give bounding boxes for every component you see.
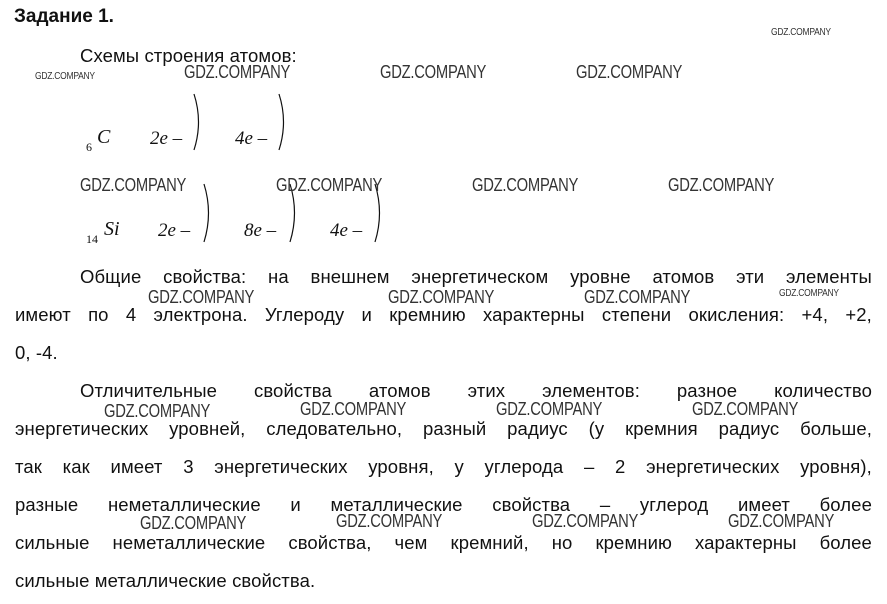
word: чем	[394, 532, 428, 553]
word: уровня,	[368, 456, 434, 477]
carbon-level-1: 2e –	[150, 128, 183, 149]
word: углерода	[484, 456, 564, 477]
word: как	[62, 456, 90, 477]
watermark: GDZ.COMPANY	[779, 288, 839, 299]
word: атомов	[368, 380, 431, 401]
watermark: GDZ.COMPANY	[728, 511, 835, 531]
word: свойства	[253, 380, 332, 401]
word: окисления:	[688, 304, 785, 325]
word: кремния	[625, 418, 698, 439]
p2-line-5	[15, 532, 872, 554]
watermark: GDZ.COMPANY	[532, 511, 639, 531]
word: больше,	[800, 418, 872, 439]
word: энергетических	[646, 456, 780, 477]
word: на	[268, 266, 289, 287]
p1-line-1	[80, 266, 872, 288]
word: элементов:	[542, 380, 640, 401]
word: неметаллические	[112, 532, 266, 553]
word: энергетических	[15, 418, 149, 439]
word: свойства:	[163, 266, 247, 287]
word: кремнию	[595, 532, 672, 553]
word: 4	[125, 304, 137, 325]
word: электрона.	[153, 304, 248, 325]
watermark: GDZ.COMPANY	[496, 399, 603, 419]
watermark: GDZ.COMPANY	[668, 175, 775, 195]
word: +4,	[801, 304, 829, 325]
watermark: GDZ.COMPANY	[584, 287, 691, 307]
word: кремнию	[389, 304, 466, 325]
word: эти	[736, 266, 765, 287]
word: имеет	[737, 494, 790, 515]
word: неметаллические	[107, 494, 261, 515]
p2-line-3	[15, 456, 872, 478]
watermark: GDZ.COMPANY	[80, 175, 187, 195]
word: –	[583, 456, 595, 477]
watermark: GDZ.COMPANY	[35, 71, 95, 82]
word: внешнем	[310, 266, 390, 287]
word: имеют	[15, 304, 71, 325]
word: уровне	[570, 266, 631, 287]
word: (у	[588, 418, 605, 439]
word: металлические	[330, 494, 463, 515]
word: Общие	[80, 266, 142, 287]
watermark: GDZ.COMPANY	[148, 287, 255, 307]
watermark: GDZ.COMPANY	[104, 401, 211, 421]
word: так	[15, 456, 42, 477]
word: уровней,	[169, 418, 246, 439]
word: и	[361, 304, 372, 325]
watermark: GDZ.COMPANY	[576, 62, 683, 82]
word: 3	[183, 456, 194, 477]
p1-line-3: 0, -4.	[15, 342, 58, 363]
word: разные	[15, 494, 79, 515]
word: кремний,	[450, 532, 529, 553]
word: разное	[676, 380, 738, 401]
word: свойства	[492, 494, 571, 515]
carbon-symbol: C	[97, 126, 111, 148]
word: энергетическом	[411, 266, 549, 287]
word: характерны	[483, 304, 585, 325]
silicon-level-3: 4e –	[330, 220, 363, 241]
word: но	[551, 532, 573, 553]
watermark: GDZ.COMPANY	[771, 27, 831, 38]
word: элементы	[786, 266, 872, 287]
watermark: GDZ.COMPANY	[336, 511, 443, 531]
word: Отличительные	[80, 380, 218, 401]
word: энергетических	[214, 456, 348, 477]
watermark: GDZ.COMPANY	[140, 513, 247, 533]
word: уровня),	[800, 456, 872, 477]
word: свойства,	[288, 532, 372, 553]
word: –	[599, 494, 611, 515]
word: имеет	[110, 456, 163, 477]
watermark: GDZ.COMPANY	[692, 399, 799, 419]
watermark: GDZ.COMPANY	[276, 175, 383, 195]
word: более	[819, 532, 872, 553]
word: характерны	[695, 532, 797, 553]
word: следовательно,	[266, 418, 403, 439]
word: степени	[601, 304, 672, 325]
word: сильные	[15, 532, 90, 553]
silicon-symbol: Si	[104, 218, 120, 240]
word: у	[454, 456, 464, 477]
word: и	[290, 494, 301, 515]
word: радиус	[718, 418, 780, 439]
word: радиус	[507, 418, 568, 439]
silicon-shell-arc-1	[202, 182, 214, 244]
watermark: GDZ.COMPANY	[472, 175, 579, 195]
word: Углероду	[264, 304, 345, 325]
watermark: GDZ.COMPANY	[300, 399, 407, 419]
word: атомов	[652, 266, 715, 287]
word: этих	[467, 380, 506, 401]
carbon-level-2: 4e –	[235, 128, 268, 149]
silicon-level-1: 2e –	[158, 220, 191, 241]
carbon-atomic-number: 6	[86, 140, 92, 154]
word: углерод	[639, 494, 709, 515]
carbon-shell-arc-2	[277, 92, 289, 152]
word: 2	[615, 456, 626, 477]
word: по	[88, 304, 109, 325]
word: более	[819, 494, 872, 515]
word: +2,	[845, 304, 872, 325]
carbon-shell-arc-1	[192, 92, 204, 152]
watermark: GDZ.COMPANY	[388, 287, 495, 307]
word: разный	[423, 418, 487, 439]
silicon-level-2: 8e –	[244, 220, 277, 241]
word: количество	[774, 380, 872, 401]
task-title: Задание 1.	[14, 6, 114, 27]
silicon-atomic-number: 14	[86, 232, 98, 246]
schemes-heading: Схемы строения атомов:	[80, 45, 297, 66]
watermark: GDZ.COMPANY	[380, 62, 487, 82]
p2-line-6: сильные металлические свойства.	[15, 570, 316, 591]
watermark: GDZ.COMPANY	[184, 62, 291, 82]
